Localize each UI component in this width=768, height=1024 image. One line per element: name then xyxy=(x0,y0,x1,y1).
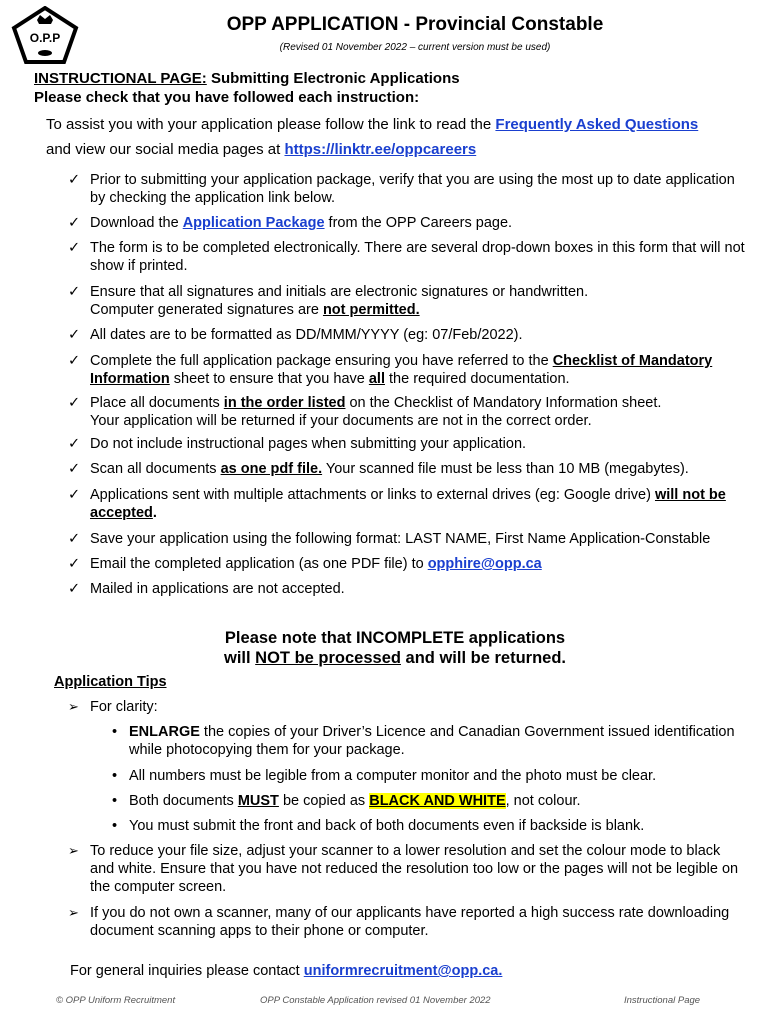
social-media-link[interactable]: https://linktr.ee/oppcareers xyxy=(284,141,477,158)
sub-bullet-text: Both documents xyxy=(129,793,238,809)
uniform-recruitment-email-link[interactable]: uniformrecruitment@opp.ca. xyxy=(303,963,503,979)
bullet-icon: • xyxy=(112,768,118,784)
section-heading-underlined: INSTRUCTIONAL PAGE: xyxy=(34,70,207,87)
tip-item xyxy=(68,904,748,940)
arrow-bullet-icon: ➢ xyxy=(68,843,79,858)
sub-bullet-item xyxy=(112,817,748,835)
application-tips-heading: Application Tips xyxy=(54,674,167,690)
check-icon: ✓ xyxy=(68,215,81,231)
checklist-item xyxy=(68,555,748,573)
tip-text: To reduce your file size, adjust your scanner to a lower resolution and set the colour mode to black and white. Ensure that you have not reduced the resolution too low or the pages will not be legible on the computer screen. xyxy=(90,843,739,895)
checklist-item xyxy=(68,394,748,430)
not-permitted-text: not permitted. xyxy=(322,302,420,318)
check-icon: ✓ xyxy=(68,240,81,256)
checklist-text: Email the completed application (as one PDF file) to xyxy=(90,556,428,572)
notice-text: will xyxy=(224,649,256,667)
application-package-link[interactable]: Application Package xyxy=(182,215,325,231)
sub-bullet-text: , not colour. xyxy=(505,793,581,809)
checklist-text: on the Checklist of Mandatory Information sheet. xyxy=(345,395,662,411)
contact-line xyxy=(70,963,502,979)
incomplete-notice xyxy=(150,628,640,668)
arrow-bullet-icon: ➢ xyxy=(68,905,79,920)
opp-logo xyxy=(8,6,82,70)
must-text: MUST xyxy=(237,793,279,809)
checklist-text: Download the xyxy=(90,215,183,231)
checklist-text: Mailed in applications are not accepted. xyxy=(90,581,345,597)
tip-text: For clarity: xyxy=(90,699,158,715)
tip-item xyxy=(68,842,748,896)
section-heading xyxy=(34,69,460,107)
checklist-item xyxy=(68,239,748,275)
sub-bullet-text: All numbers must be legible from a computer monitor and the photo must be clear. xyxy=(129,768,657,784)
checklist-text: Ensure that all signatures and initials are electronic signatures or handwritten. xyxy=(90,284,589,300)
checklist-mandatory-info-text: Checklist of Mandatory Information xyxy=(90,353,713,387)
footer-left: © OPP Uniform Recruitment xyxy=(56,995,176,1006)
checklist-item xyxy=(68,580,748,598)
checklist-item xyxy=(68,352,748,388)
page-title: OPP APPLICATION - Provincial Constable xyxy=(226,14,604,35)
sub-bullet-text: the copies of your Driver’s Licence and Canadian Government issued identification while photocopying them for your package. xyxy=(129,724,735,758)
all-text: all xyxy=(368,371,385,387)
checklist-item xyxy=(68,530,748,548)
sub-bullet-text: You must submit the front and back of both documents even if backside is blank. xyxy=(129,818,645,834)
sub-bullet-text: be copied as xyxy=(278,793,370,809)
checklist-text: Complete the full application package ensuring you have referred to the xyxy=(90,353,553,369)
not-accepted-text: will not be accepted xyxy=(90,487,726,521)
check-icon: ✓ xyxy=(68,581,81,597)
bullet-icon: • xyxy=(112,793,118,809)
contact-text: For general inquiries please contact xyxy=(70,963,304,979)
bullet-icon: • xyxy=(112,818,118,834)
opphire-email-link[interactable]: opphire@opp.ca xyxy=(427,556,542,572)
checklist-text: All dates are to be formatted as DD/MMM/YYYY (eg: 07/Feb/2022). xyxy=(90,327,523,343)
intro-line-1 xyxy=(46,116,698,133)
black-and-white-highlight: BLACK AND WHITE xyxy=(369,793,506,809)
checklist-text: Applications sent with multiple attachments or links to external drives (eg: Google drive) xyxy=(90,487,655,503)
sub-bullet-item xyxy=(112,792,748,810)
checklist-text: Your application will be returned if your documents are not in the correct order. xyxy=(90,413,592,429)
check-icon: ✓ xyxy=(68,436,81,452)
checklist-item xyxy=(68,486,748,522)
check-icon: ✓ xyxy=(68,487,81,503)
footer-center: OPP Constable Application revised 01 November 2022 xyxy=(260,995,491,1006)
intro-line-2 xyxy=(46,141,476,158)
checklist-item xyxy=(68,171,748,207)
check-icon: ✓ xyxy=(68,461,81,477)
revision-note: (Revised 01 November 2022 – current version must be used) xyxy=(279,42,551,53)
checklist-text: Place all documents xyxy=(90,395,224,411)
checklist-text: Do not include instructional pages when submitting your application. xyxy=(90,436,527,452)
order-listed-text: in the order listed xyxy=(223,395,346,411)
opp-crest-icon xyxy=(8,6,82,70)
footer-right: Instructional Page xyxy=(624,995,701,1006)
intro-text: To assist you with your application please follow the link to read the xyxy=(46,116,496,133)
arrow-bullet-icon: ➢ xyxy=(68,699,79,714)
one-pdf-text: as one pdf file. xyxy=(220,461,323,477)
notice-text: Please note that xyxy=(224,629,357,647)
checklist-text: . xyxy=(152,505,157,521)
checklist-text: Prior to submitting your application package, verify that you are using the most up to date application by checking the application link below. xyxy=(90,172,735,206)
check-icon: ✓ xyxy=(68,556,81,572)
notice-not-processed: NOT be processed xyxy=(255,649,401,667)
faq-link[interactable]: Frequently Asked Questions xyxy=(495,116,699,133)
notice-incomplete: INCOMPLETE xyxy=(356,629,465,647)
checklist-item xyxy=(68,283,748,319)
checklist-text: Your scanned file must be less than 10 MB (megabytes). xyxy=(322,461,689,477)
intro-text-2: and view our social media pages at xyxy=(46,141,285,158)
checklist-item xyxy=(68,326,748,344)
bullet-icon: • xyxy=(112,724,118,740)
checklist-text: the required documentation. xyxy=(384,371,570,387)
sub-bullet-item xyxy=(112,723,748,759)
section-subheading: Please check that you have followed each instruction: xyxy=(34,89,420,106)
check-icon: ✓ xyxy=(68,353,81,369)
check-icon: ✓ xyxy=(68,395,81,411)
checklist-item xyxy=(68,435,748,453)
notice-text: applications xyxy=(464,629,566,647)
check-icon: ✓ xyxy=(68,531,81,547)
checklist-text: Computer generated signatures are xyxy=(90,302,323,318)
checklist-text: The form is to be completed electronically. There are several drop-down boxes in this form that will not show if printed. xyxy=(90,240,745,274)
checklist-text: sheet to ensure that you have xyxy=(169,371,369,387)
checklist-text: Save your application using the following format: LAST NAME, First Name Application-Constable xyxy=(90,531,711,547)
check-icon: ✓ xyxy=(68,172,81,188)
tip-item xyxy=(68,698,748,716)
section-heading-rest: Submitting Electronic Applications xyxy=(206,70,460,87)
notice-text: and will be returned. xyxy=(400,649,566,667)
logo-text: O.P.P xyxy=(29,31,61,45)
enlarge-text: ENLARGE xyxy=(129,724,200,740)
tip-text: If you do not own a scanner, many of our applicants have reported a high success rate downloading document scanning apps to their phone or computer. xyxy=(90,905,730,939)
sub-bullet-item xyxy=(112,767,748,785)
checklist-item xyxy=(68,460,748,478)
check-icon: ✓ xyxy=(68,327,81,343)
checklist-text: from the OPP Careers page. xyxy=(324,215,513,231)
checklist-text: Scan all documents xyxy=(90,461,221,477)
checklist-item xyxy=(68,214,748,232)
check-icon: ✓ xyxy=(68,284,81,300)
